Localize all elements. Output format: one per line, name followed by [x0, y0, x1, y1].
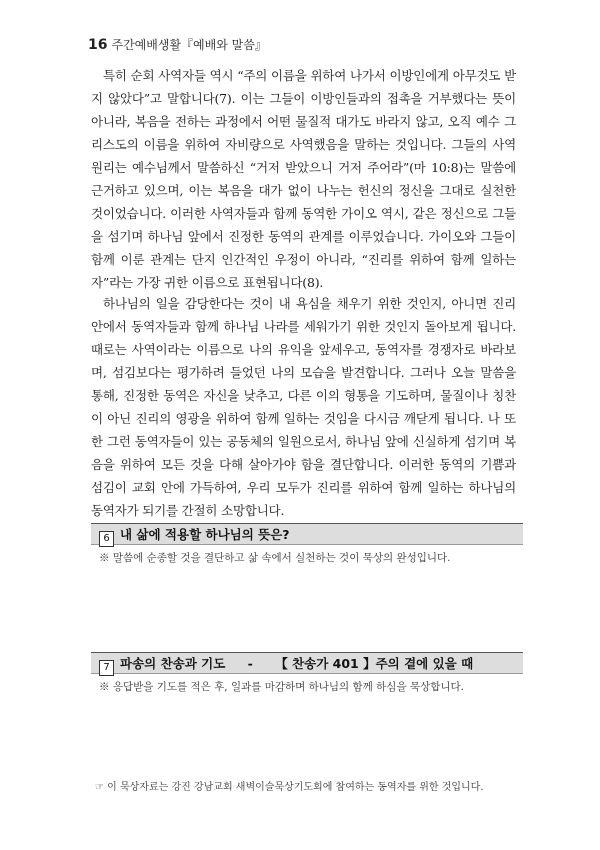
- section-number-badge: 7: [99, 660, 114, 676]
- title-separator: -: [247, 656, 253, 671]
- page-number: 16: [88, 37, 108, 53]
- page-header: [88, 36, 267, 53]
- page-footer: ☞ 이 묵상자료는 강진 강남교회 새벽이슬묵상기도회에 참여하는 동역자를 위한 것입니다.: [95, 782, 484, 793]
- section-number-badge: 6: [99, 531, 114, 547]
- section-sending-note: ※ 응답받을 기도를 적은 후, 일과를 마감하며 하나님의 함께 하심을 묵상합니다.: [99, 681, 464, 693]
- publication-title: 주간예배생활『예배와 말씀』: [111, 38, 267, 52]
- body-paragraph-1: 특히 순회 사역자들 역시 “주의 이름을 위하여 나가서 이방인에게 아무것도 받지 않았다”고 말합니다(7). 이는 그들이 이방인들과의 접촉을 거부했다는 뜻이 아니라, 복음을 전하는 과정에서 어떤 물질적 대가도 바라지 않고, 오직 예수 그리스도의 이름을 위하여 자비량으로 사역했음을 말하는 것입니다. 그들의 사역 원리는 예수님께서 말씀하신 “거저 받았으니 거저 주어라”(마 10:8)는 말씀에 근거하고 있으며, 이는 복음을 대가 없이 나누는 헌신의 정신을 그대로 실천한 것이었습니다. 이러한 사역자들과 함께 동역한 가이오 역시, 같은 정신으로 그들을 섬기며 하나님 앞에서 진정한 동역의 관계를 이루었습니다. 가이오와 그들이 함께 이룬 관계는 단지 인간적인 우정이 아니라, “진리를 위하여 함께 일하는 자”라는 가장 귀한 이름으로 표현됩니다(8).: [91, 68, 516, 290]
- section-application-note: ※ 말씀에 순종할 것을 결단하고 삶 속에서 실천하는 것이 묵상의 완성입니다.: [99, 552, 451, 564]
- body-paragraph-2: 하나님의 일을 감당한다는 것이 내 욕심을 채우기 위한 것인지, 아니면 진리 안에서 동역자들과 함께 하나님 나라를 세워가기 위한 것인지 돌아보게 됩니다. 때로는 사역이라는 이름으로 나의 유익을 앞세우고, 동역자를 경쟁자로 바라보며, 섬김보다는 평가하려 들었던 나의 모습을 발견합니다. 그러나 오늘 말씀을 통해, 진정한 동역은 자신을 낮추고, 다른 이의 형통을 기도하며, 물질이나 칭찬이 아닌 진리의 영광을 위하여 함께 일하는 것임을 다시금 깨닫게 됩니다. 나 또한 그런 동역자들이 있는 공동체의 일원으로서, 하나님 앞에 신실하게 섬기며 복음을 위하여 모든 것을 다해 살아가야 함을 결단합니다. 이러한 동역의 기쁨과 섬김이 교회 안에 가득하여, 우리 모두가 진리를 위하여 함께 일하는 하나님의 동역자가 되기를 간절히 소망합니다.: [91, 296, 516, 518]
- section-sending-hymn-header: [91, 652, 523, 674]
- section-title: 내 삶에 적용할 하나님의 뜻은?: [120, 527, 290, 542]
- section-application-header: [91, 523, 523, 545]
- section-title: 파송의 찬송과 기도: [120, 656, 226, 671]
- hymn-reference: 【 찬송가 401 】주의 곁에 있을 때: [275, 656, 474, 671]
